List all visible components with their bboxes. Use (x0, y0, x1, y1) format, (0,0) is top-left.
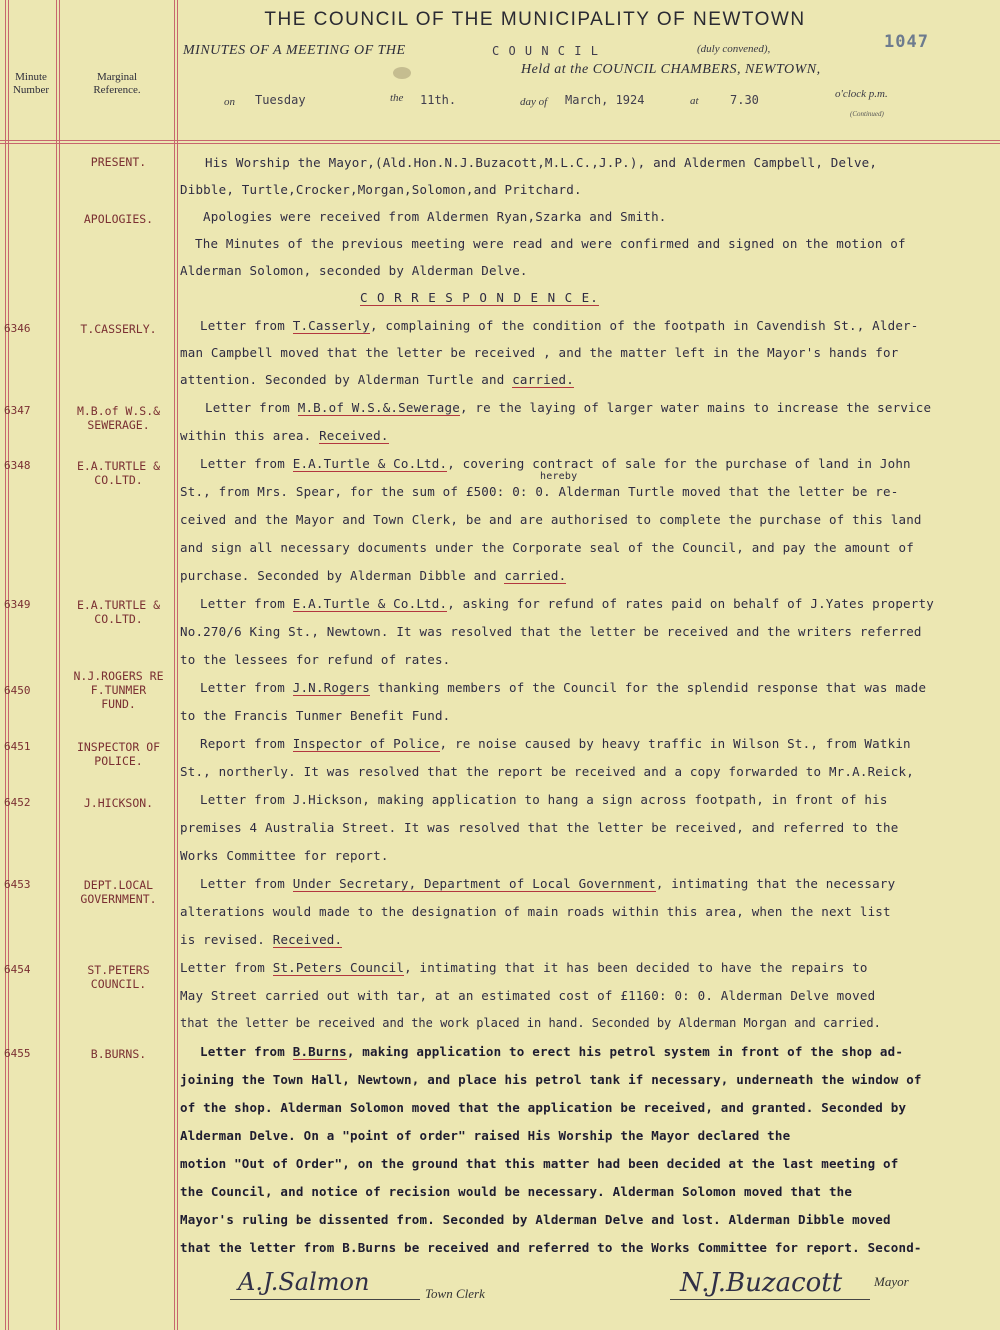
section-heading-text: C O R R E S P O N D E N C E. (360, 290, 599, 305)
minute-text-line: man Campbell moved that the letter be received , and the matter left in the Mayor's hands for (180, 345, 899, 360)
mayor-label: Mayor (874, 1274, 909, 1289)
text-run: thanking members of the Council for the splendid response that was made (369, 680, 927, 695)
town-clerk-signature-line (230, 1299, 420, 1300)
minute-text-line: May Street carried out with tar, at an estimated cost of £1160: 0: 0. Alderman Delve moved (180, 988, 876, 1003)
minute-text-line (180, 960, 868, 975)
text-run: Letter from (205, 400, 298, 415)
text-run: , intimating that the necessary (655, 876, 896, 891)
minute-text-line (200, 1044, 903, 1059)
correspondent-name: M.B.of W.S.&.Sewerage (297, 400, 460, 415)
margin-reference: T.CASSERLY. (80, 322, 157, 336)
minute-text-line: St., from Mrs. Spear, for the sum of £500: 0: 0. Alderman Turtle moved that the letter be re- (180, 484, 899, 499)
minutes-confirmed-line: Alderman Solomon, seconded by Alderman Delve. (180, 263, 528, 278)
margin-reference (62, 404, 175, 432)
the-label: the (390, 92, 404, 104)
margin-reference-line: E.A.TURTLE & (76, 459, 161, 473)
duly-convened: (duly convened), (697, 43, 771, 55)
minute-text-line: alterations would made to the designation of main roads within this area, when the next list (180, 904, 891, 919)
text-run: , re the laying of larger water mains to increase the service (459, 400, 932, 415)
minute-text-line (200, 736, 911, 751)
text-run: , making application to erect his petrol system in front of the shop ad- (346, 1044, 904, 1059)
continued-label: (Continued) (850, 110, 884, 118)
minute-text-line: that the letter be received and the work placed in hand. Seconded by Alderman Morgan and carried. (180, 1016, 881, 1030)
meeting-weekday: Tuesday (255, 93, 306, 107)
correspondent-name: E.A.Turtle & Co.Ltd. (292, 456, 448, 471)
present-line: His Worship the Mayor,(Ald.Hon.N.J.Buzacott,M.L.C.,J.P.), and Aldermen Campbell, Delve, (205, 155, 878, 170)
margin-reference-line: CO.LTD. (94, 473, 143, 487)
correspondent-name: E.A.Turtle & Co.Ltd. (292, 596, 448, 611)
text-run: , intimating that it has been decided to have the repairs to (404, 960, 868, 975)
margin-rule (59, 0, 60, 1330)
minute-number: 6454 (4, 963, 31, 976)
text-run: Letter from (200, 596, 293, 611)
minute-text-line: premises 4 Australia Street. It was resolved that the letter be received, and referred to the (180, 820, 899, 835)
margin-reference-line: FUND. (101, 697, 136, 711)
minute-text-line: to the lessees for refund of rates. (180, 652, 451, 667)
text-run: , complaining of the condition of the footpath in Cavendish St., Alder- (369, 318, 919, 333)
text-run: purchase. Seconded by Alderman Dibble and (180, 568, 505, 583)
section-heading (360, 290, 599, 305)
minute-number: 6349 (4, 598, 31, 611)
minute-text-line (200, 456, 911, 471)
at-label: at (690, 95, 699, 107)
inserted-word: hereby (540, 471, 578, 482)
on-label: on (224, 96, 235, 108)
correspondent-name: Under Secretary, Department of Local Government (292, 876, 656, 891)
minute-number: 6346 (4, 322, 31, 335)
meeting-body: C O U N C I L (492, 44, 599, 58)
correspondent-name: J.N.Rogers (292, 680, 370, 695)
apologies-line: Apologies were received from Aldermen Ryan,Szarka and Smith. (203, 209, 667, 224)
minute-text-line: to the Francis Tunmer Benefit Fund. (180, 708, 451, 723)
margin-reference-line: CO.LTD. (94, 612, 143, 626)
margin-rule (174, 0, 175, 1330)
minute-text-line: the Council, and notice of recision would be necessary. Alderman Solomon moved that the (180, 1184, 853, 1199)
minute-text-line: and sign all necessary documents under the Corporate seal of the Council, and pay the amount of (180, 540, 914, 555)
minute-text-line: Letter from J.Hickson, making application to hang a sign across footpath, in front of his (200, 792, 888, 807)
margin-reference (62, 740, 175, 768)
minute-text-line (200, 876, 895, 891)
minute-number: 6348 (4, 459, 31, 472)
town-clerk-label: Town Clerk (425, 1286, 485, 1301)
minute-text-line (180, 372, 574, 387)
minute-text-line: Mayor's ruling be dissented from. Seconded by Alderman Delve and lost. Alderman Dibble moved (180, 1212, 891, 1227)
minute-number-header (8, 71, 54, 97)
meeting-date: 11th. (420, 93, 457, 107)
resolution-word: carried. (512, 372, 575, 387)
margin-reference-line: M.B.of W.S.& (76, 404, 161, 418)
minute-text-line: that the letter from B.Burns be received and referred to the Works Committee for report. Second- (180, 1240, 922, 1255)
day-of-label: day of (520, 96, 548, 108)
margin-reference (62, 669, 175, 711)
margin-rule (177, 0, 178, 1330)
correspondent-name: B.Burns (292, 1044, 347, 1059)
minute-text-line: Alderman Delve. On a "point of order" raised His Worship the Mayor declared the (180, 1128, 791, 1143)
minute-text-line: Works Committee for report. (180, 848, 389, 863)
minute-text-line (180, 568, 566, 583)
header-rule (0, 140, 1000, 141)
minute-number: 6455 (4, 1047, 31, 1060)
present-line: Dibble, Turtle,Crocker,Morgan,Solomon,and Pritchard. (180, 182, 582, 197)
text-run: Letter from (200, 456, 293, 471)
margin-reference (62, 963, 175, 991)
minute-text-line: ceived and the Mayor and Town Clerk, be and are authorised to complete the purchase of this land (180, 512, 922, 527)
minute-text-line: joining the Town Hall, Newtown, and place his petrol tank if necessary, underneath the window of (180, 1072, 922, 1087)
margin-reference-line: GOVERNMENT. (80, 892, 157, 906)
meeting-month-year: March, 1924 (565, 93, 645, 107)
meeting-time: 7.30 (730, 93, 759, 107)
minute-text-line: of the shop. Alderman Solomon moved that the application be received, and granted. Seconded by (180, 1100, 907, 1115)
margin-reference-line: INSPECTOR OF (76, 740, 161, 754)
margin-apologies: APOLOGIES. (83, 212, 154, 226)
minute-number: 6450 (4, 684, 31, 697)
mayor-signature-line (670, 1299, 870, 1300)
margin-reference-line: N.J.ROGERS RE (73, 669, 164, 683)
marginal-reference-header-line2: Reference. (93, 84, 141, 96)
minute-number: 6453 (4, 878, 31, 891)
text-run: Letter from (200, 680, 293, 695)
margin-reference-line: POLICE. (94, 754, 143, 768)
text-run: Letter from (200, 876, 293, 891)
minute-text-line (180, 428, 389, 443)
margin-reference-line: DEPT.LOCAL (83, 878, 154, 892)
text-run: Report from (200, 736, 293, 751)
margin-present: PRESENT. (90, 155, 147, 169)
margin-rule (56, 0, 57, 1330)
text-run: , asking for refund of rates paid on behalf of J.Yates property (447, 596, 934, 611)
header-rule (0, 143, 1000, 144)
margin-reference (62, 878, 175, 906)
text-run: , re noise caused by heavy traffic in Wilson St., from Watkin (439, 736, 911, 751)
margin-reference-line: COUNCIL. (90, 977, 147, 991)
held-at: Held at the COUNCIL CHAMBERS, NEWTOWN, (521, 62, 821, 77)
text-run: within this area. (180, 428, 320, 443)
margin-reference (62, 459, 175, 487)
minute-text-line (200, 680, 926, 695)
minute-text-line (205, 400, 931, 415)
minutes-confirmed-line: The Minutes of the previous meeting were read and were confirmed and signed on the motion of (195, 236, 906, 251)
town-clerk-signature: A.J.Salmon (238, 1268, 370, 1296)
oclock-label: o'clock p.m. (835, 88, 888, 100)
minute-text-line (180, 932, 342, 947)
page-title: THE COUNCIL OF THE MUNICIPALITY OF NEWTOWN (264, 9, 806, 30)
minute-number: 6452 (4, 796, 31, 809)
mayor-signature: N.J.Buzacott (680, 1268, 843, 1298)
minute-number-header-line2: Number (12, 84, 50, 96)
ink-blot (393, 67, 411, 79)
minutes-of-label: MINUTES OF A MEETING OF THE (183, 43, 406, 58)
margin-reference: B.BURNS. (90, 1047, 147, 1061)
minute-text-line (200, 318, 919, 333)
minute-number: 6451 (4, 740, 31, 753)
margin-reference (62, 598, 175, 626)
text-run: attention. Seconded by Alderman Turtle and (180, 372, 513, 387)
minute-number: 6347 (4, 404, 31, 417)
page-number-stamp: 1047 (884, 32, 929, 52)
text-run: , covering contract of sale for the purchase of land in John (447, 456, 911, 471)
margin-reference-line: F.TUNMER (90, 683, 147, 697)
resolution-word: carried. (504, 568, 567, 583)
marginal-reference-header-line1: Marginal (96, 71, 138, 83)
minute-text-line: St., northerly. It was resolved that the report be received and a copy forwarded to Mr.A.Reick, (180, 764, 914, 779)
margin-reference-line: E.A.TURTLE & (76, 598, 161, 612)
text-run: Letter from (180, 960, 273, 975)
minute-text-line (200, 596, 934, 611)
resolution-word: Received. (272, 932, 343, 947)
margin-rule (8, 0, 9, 1330)
resolution-word: Received. (319, 428, 389, 443)
minute-text-line: motion "Out of Order", on the ground that this matter had been decided at the last meeting of (180, 1156, 899, 1171)
margin-rule (5, 0, 6, 1330)
margin-reference: J.HICKSON. (83, 796, 154, 810)
text-run: is revised. (180, 932, 273, 947)
margin-reference-line: ST.PETERS (87, 963, 150, 977)
correspondent-name: Inspector of Police (292, 736, 440, 751)
marginal-reference-header (62, 71, 172, 97)
minute-number-header-line1: Minute (15, 71, 47, 83)
correspondent-name: T.Casserly (292, 318, 370, 333)
correspondent-name: St.Peters Council (272, 960, 405, 975)
text-run: Letter from (200, 318, 293, 333)
margin-reference-line: SEWERAGE. (87, 418, 150, 432)
text-run: Letter from (200, 1044, 293, 1059)
minute-text-line: No.270/6 King St., Newtown. It was resolved that the letter be received and the writers referred (180, 624, 922, 639)
